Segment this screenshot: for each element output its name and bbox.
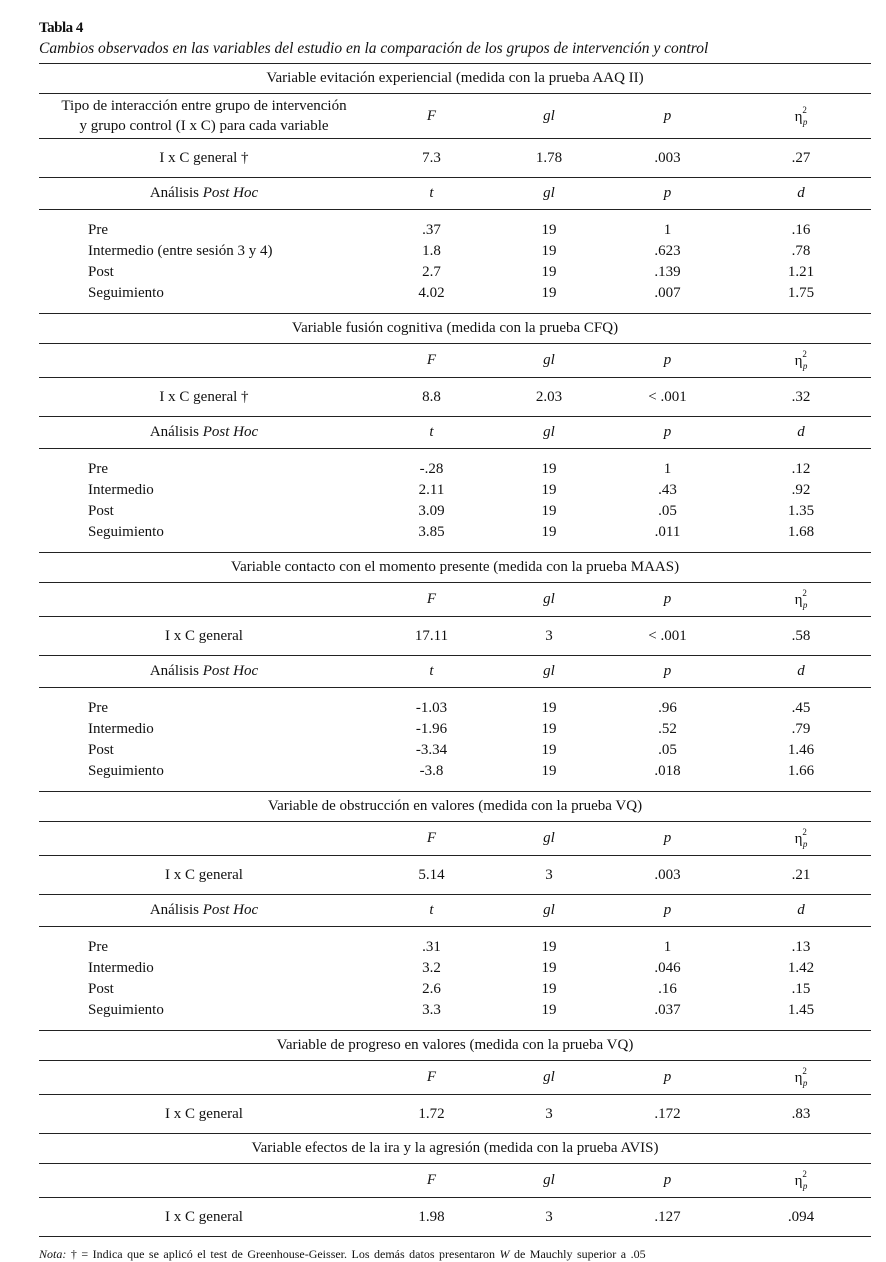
posthoc-label: Seguimiento — [88, 1002, 164, 1018]
note-text-2: de Mauchly superior a .05 — [509, 1247, 646, 1261]
posthoc-p: .96 — [604, 688, 731, 720]
p-header: p — [604, 94, 731, 139]
posthoc-p: .018 — [654, 763, 681, 779]
general-eta: .83 — [731, 1095, 871, 1134]
posthoc-d: .79 — [791, 721, 811, 737]
f-header: F — [369, 1164, 494, 1198]
eta-header — [731, 1164, 871, 1198]
posthoc-label: Intermedio — [88, 482, 154, 498]
first-header-line-2: y grupo control (I x C) para cada variable — [79, 118, 329, 134]
column-header-row — [39, 1061, 871, 1095]
general-p: < .001 — [604, 378, 731, 417]
general-eta: .27 — [731, 139, 871, 178]
section-title: Variable de progreso en valores (medida con la prueba VQ) — [39, 1031, 871, 1061]
posthoc-t: 3.85 — [418, 524, 445, 540]
section-title-row — [39, 64, 871, 94]
posthoc-p: .046 — [654, 960, 681, 976]
general-gl: 1.78 — [494, 139, 604, 178]
eta-header — [731, 822, 871, 856]
posthoc-row — [39, 979, 871, 1000]
empty-header — [39, 344, 369, 378]
general-f: 1.72 — [369, 1095, 494, 1134]
empty-header — [39, 583, 369, 617]
gl-header: gl — [494, 94, 604, 139]
posthoc-t: 3.09 — [418, 503, 445, 519]
eta-subscript: p — [802, 600, 808, 610]
eta-subscript: p — [802, 361, 808, 371]
eta-header — [731, 1061, 871, 1095]
general-row — [39, 1198, 871, 1237]
eta-subscript: p — [802, 116, 808, 127]
posthoc-t: 1.8 — [422, 243, 441, 259]
eta-superscript: 2 — [802, 349, 807, 359]
general-eta: .32 — [731, 378, 871, 417]
posthoc-p: .139 — [654, 264, 681, 280]
posthoc-d: .12 — [731, 449, 871, 481]
posthoc-label-plain: Análisis — [149, 663, 199, 679]
posthoc-d: .92 — [791, 482, 811, 498]
eta-symbol: η — [794, 831, 803, 847]
eta-header — [731, 94, 871, 139]
t-header: t — [369, 178, 494, 210]
posthoc-gl: 19 — [541, 742, 557, 758]
d-header: d — [731, 656, 871, 688]
eta-subscript: p — [802, 1078, 808, 1088]
eta-subscript: p — [802, 1181, 808, 1191]
t-header: t — [369, 895, 494, 927]
posthoc-label-italic: Post Hoc — [202, 185, 259, 201]
general-p: .003 — [604, 139, 731, 178]
posthoc-p: 1 — [604, 449, 731, 481]
posthoc-d: 1.21 — [787, 264, 815, 280]
d-header: d — [731, 417, 871, 449]
p-header: p — [604, 1061, 731, 1095]
posthoc-t: -3.8 — [419, 763, 444, 779]
posthoc-t: 2.6 — [422, 981, 441, 997]
note-label: Nota: — [39, 1247, 67, 1261]
posthoc-p: .43 — [658, 482, 677, 498]
f-header: F — [369, 344, 494, 378]
d-header: d — [731, 178, 871, 210]
general-label: I x C general — [39, 1095, 369, 1134]
f-header: F — [369, 94, 494, 139]
posthoc-label-italic: Post Hoc — [202, 424, 259, 440]
posthoc-t: -1.03 — [369, 688, 494, 720]
posthoc-label-italic: Post Hoc — [202, 663, 259, 679]
gl-header: gl — [494, 178, 604, 210]
results-table-body — [39, 64, 871, 1237]
posthoc-gl: 19 — [494, 688, 604, 720]
p-header: p — [604, 178, 731, 210]
gl-header: gl — [494, 1061, 604, 1095]
posthoc-gl: 19 — [541, 264, 557, 280]
general-label: I x C general — [39, 617, 369, 656]
section-title: Variable contacto con el momento presente (medida con la prueba MAAS) — [39, 553, 871, 583]
general-row — [39, 139, 871, 178]
general-label: I x C general † — [39, 378, 369, 417]
posthoc-label-plain: Análisis — [149, 185, 199, 201]
posthoc-label-plain: Análisis — [149, 424, 199, 440]
empty-header — [39, 822, 369, 856]
posthoc-d: .78 — [791, 243, 811, 259]
posthoc-t: -3.34 — [415, 742, 448, 758]
general-f: 1.98 — [369, 1198, 494, 1237]
posthoc-t: 3.2 — [422, 960, 441, 976]
posthoc-d: .16 — [731, 210, 871, 242]
p-header: p — [604, 417, 731, 449]
posthoc-d: .45 — [731, 688, 871, 720]
posthoc-t: -1.96 — [415, 721, 448, 737]
note-italic: W — [499, 1247, 510, 1261]
posthoc-label-italic: Post Hoc — [202, 902, 259, 918]
posthoc-p: .007 — [654, 285, 681, 301]
posthoc-t: .37 — [369, 210, 494, 242]
posthoc-d: 1.66 — [787, 763, 815, 779]
posthoc-d: 1.35 — [787, 503, 815, 519]
posthoc-row — [39, 688, 871, 720]
column-header-row — [39, 94, 871, 139]
eta-superscript: 2 — [802, 588, 807, 598]
posthoc-label: Intermedio — [88, 721, 154, 737]
empty-header — [39, 1061, 369, 1095]
posthoc-row — [39, 927, 871, 959]
section-title: Variable efectos de la ira y la agresión (medida con la prueba AVIS) — [39, 1134, 871, 1164]
posthoc-gl: 19 — [541, 524, 557, 540]
gl-header: gl — [494, 1164, 604, 1198]
eta-header — [731, 583, 871, 617]
posthoc-header-row — [39, 417, 871, 449]
general-p: .127 — [604, 1198, 731, 1237]
posthoc-d: .13 — [731, 927, 871, 959]
f-header: F — [369, 1061, 494, 1095]
posthoc-p: .52 — [658, 721, 677, 737]
eta-superscript: 2 — [802, 1066, 807, 1076]
posthoc-row — [39, 761, 871, 792]
posthoc-p: .05 — [658, 742, 677, 758]
posthoc-row — [39, 719, 871, 740]
posthoc-row — [39, 522, 871, 553]
results-table — [39, 63, 871, 1237]
posthoc-row — [39, 449, 871, 481]
general-f: 17.11 — [369, 617, 494, 656]
posthoc-row — [39, 740, 871, 761]
general-p: .003 — [604, 856, 731, 895]
eta-superscript: 2 — [802, 827, 807, 837]
posthoc-p: 1 — [604, 927, 731, 959]
t-header: t — [369, 417, 494, 449]
posthoc-t: 4.02 — [418, 285, 445, 301]
posthoc-label: Pre — [39, 449, 369, 481]
general-row — [39, 856, 871, 895]
empty-header — [39, 1164, 369, 1198]
posthoc-gl: 19 — [541, 503, 557, 519]
f-header: F — [369, 583, 494, 617]
posthoc-gl: 19 — [494, 449, 604, 481]
posthoc-header-row — [39, 895, 871, 927]
posthoc-gl: 19 — [541, 981, 557, 997]
section-title-row — [39, 792, 871, 822]
posthoc-d: .15 — [791, 981, 811, 997]
general-label: I x C general — [39, 856, 369, 895]
posthoc-row — [39, 958, 871, 979]
posthoc-p: .05 — [658, 503, 677, 519]
section-title-row — [39, 314, 871, 344]
t-header: t — [369, 656, 494, 688]
column-header-row — [39, 344, 871, 378]
posthoc-d: 1.68 — [787, 524, 815, 540]
section-title: Variable fusión cognitiva (medida con la prueba CFQ) — [39, 314, 871, 344]
posthoc-header-label — [39, 895, 369, 927]
eta-symbol: η — [794, 592, 803, 608]
posthoc-gl: 19 — [541, 482, 557, 498]
posthoc-header-label — [39, 178, 369, 210]
posthoc-row — [39, 241, 871, 262]
column-header-row — [39, 583, 871, 617]
p-header: p — [604, 656, 731, 688]
eta-superscript: 2 — [802, 1169, 807, 1179]
general-gl: 2.03 — [494, 378, 604, 417]
general-p: < .001 — [604, 617, 731, 656]
general-eta: .21 — [731, 856, 871, 895]
posthoc-t: 2.7 — [422, 264, 441, 280]
posthoc-gl: 19 — [541, 763, 557, 779]
general-eta: .58 — [731, 617, 871, 656]
posthoc-p: 1 — [604, 210, 731, 242]
eta-header — [731, 344, 871, 378]
first-header-line-1: Tipo de interacción entre grupo de intervención — [61, 98, 347, 114]
posthoc-t: 2.11 — [418, 482, 445, 498]
eta-symbol: η — [794, 108, 803, 125]
posthoc-p: .623 — [654, 243, 681, 259]
general-row — [39, 617, 871, 656]
posthoc-row — [39, 501, 871, 522]
gl-header: gl — [494, 656, 604, 688]
note-text-1: † = Indica que se aplicó el test de Greenhouse-Geisser. Los demás datos presentaron — [66, 1247, 500, 1261]
general-row — [39, 1095, 871, 1134]
general-label: I x C general — [39, 1198, 369, 1237]
posthoc-row — [39, 210, 871, 242]
eta-symbol: η — [794, 1173, 803, 1189]
general-f: 5.14 — [369, 856, 494, 895]
posthoc-d: 1.46 — [787, 742, 815, 758]
p-header: p — [604, 344, 731, 378]
posthoc-header-row — [39, 178, 871, 210]
posthoc-row — [39, 480, 871, 501]
posthoc-d: 1.42 — [787, 960, 815, 976]
posthoc-gl: 19 — [541, 285, 557, 301]
general-gl: 3 — [494, 1095, 604, 1134]
posthoc-label: Intermedio (entre sesión 3 y 4) — [88, 243, 273, 259]
posthoc-row — [39, 1000, 871, 1031]
posthoc-gl: 19 — [541, 243, 557, 259]
eta-subscript: p — [802, 839, 808, 849]
section-title: Variable de obstrucción en valores (medida con la prueba VQ) — [39, 792, 871, 822]
section-title-row — [39, 1134, 871, 1164]
p-header: p — [604, 895, 731, 927]
posthoc-header-label — [39, 417, 369, 449]
general-p: .172 — [604, 1095, 731, 1134]
column-header-row — [39, 822, 871, 856]
posthoc-d: 1.75 — [787, 285, 815, 301]
section-title-row — [39, 553, 871, 583]
posthoc-gl: 19 — [541, 1002, 557, 1018]
posthoc-row — [39, 283, 871, 314]
posthoc-label: Pre — [39, 927, 369, 959]
posthoc-label: Post — [88, 264, 114, 280]
eta-symbol: η — [794, 1070, 803, 1086]
eta-symbol: η — [794, 353, 803, 369]
general-f: 8.8 — [369, 378, 494, 417]
general-gl: 3 — [494, 856, 604, 895]
posthoc-header-label — [39, 656, 369, 688]
general-row — [39, 378, 871, 417]
posthoc-label: Pre — [39, 688, 369, 720]
table-figure — [39, 20, 871, 1262]
posthoc-label: Pre — [39, 210, 369, 242]
posthoc-p: .037 — [654, 1002, 681, 1018]
table-note — [39, 1247, 871, 1262]
gl-header: gl — [494, 895, 604, 927]
posthoc-label-plain: Análisis — [149, 902, 199, 918]
posthoc-label: Post — [88, 503, 114, 519]
table-caption: Cambios observados en las variables del estudio en la comparación de los grupos de intervención y control — [39, 40, 709, 57]
posthoc-gl: 19 — [494, 210, 604, 242]
general-gl: 3 — [494, 1198, 604, 1237]
column-header-row — [39, 1164, 871, 1198]
general-f: 7.3 — [369, 139, 494, 178]
posthoc-p: .011 — [654, 524, 681, 540]
p-header: p — [604, 583, 731, 617]
gl-header: gl — [494, 344, 604, 378]
p-header: p — [604, 822, 731, 856]
posthoc-t: .31 — [369, 927, 494, 959]
general-label: I x C general † — [39, 139, 369, 178]
posthoc-label: Seguimiento — [88, 763, 164, 779]
general-eta: .094 — [731, 1198, 871, 1237]
f-header: F — [369, 822, 494, 856]
posthoc-t: 3.3 — [422, 1002, 441, 1018]
posthoc-gl: 19 — [494, 927, 604, 959]
gl-header: gl — [494, 822, 604, 856]
first-header-label — [39, 94, 369, 139]
posthoc-header-row — [39, 656, 871, 688]
posthoc-label: Seguimiento — [88, 524, 164, 540]
posthoc-label: Seguimiento — [88, 285, 164, 301]
table-label: Tabla 4 — [39, 20, 83, 36]
posthoc-label: Post — [88, 981, 114, 997]
posthoc-gl: 19 — [541, 721, 557, 737]
posthoc-d: 1.45 — [787, 1002, 815, 1018]
section-title-row — [39, 1031, 871, 1061]
gl-header: gl — [494, 583, 604, 617]
posthoc-p: .16 — [658, 981, 677, 997]
section-title: Variable evitación experiencial (medida con la prueba AAQ II) — [39, 64, 871, 94]
p-header: p — [604, 1164, 731, 1198]
eta-superscript: 2 — [802, 104, 807, 115]
posthoc-gl: 19 — [541, 960, 557, 976]
general-gl: 3 — [494, 617, 604, 656]
posthoc-label: Post — [88, 742, 114, 758]
d-header: d — [731, 895, 871, 927]
gl-header: gl — [494, 417, 604, 449]
posthoc-label: Intermedio — [88, 960, 154, 976]
posthoc-t: -.28 — [369, 449, 494, 481]
posthoc-row — [39, 262, 871, 283]
